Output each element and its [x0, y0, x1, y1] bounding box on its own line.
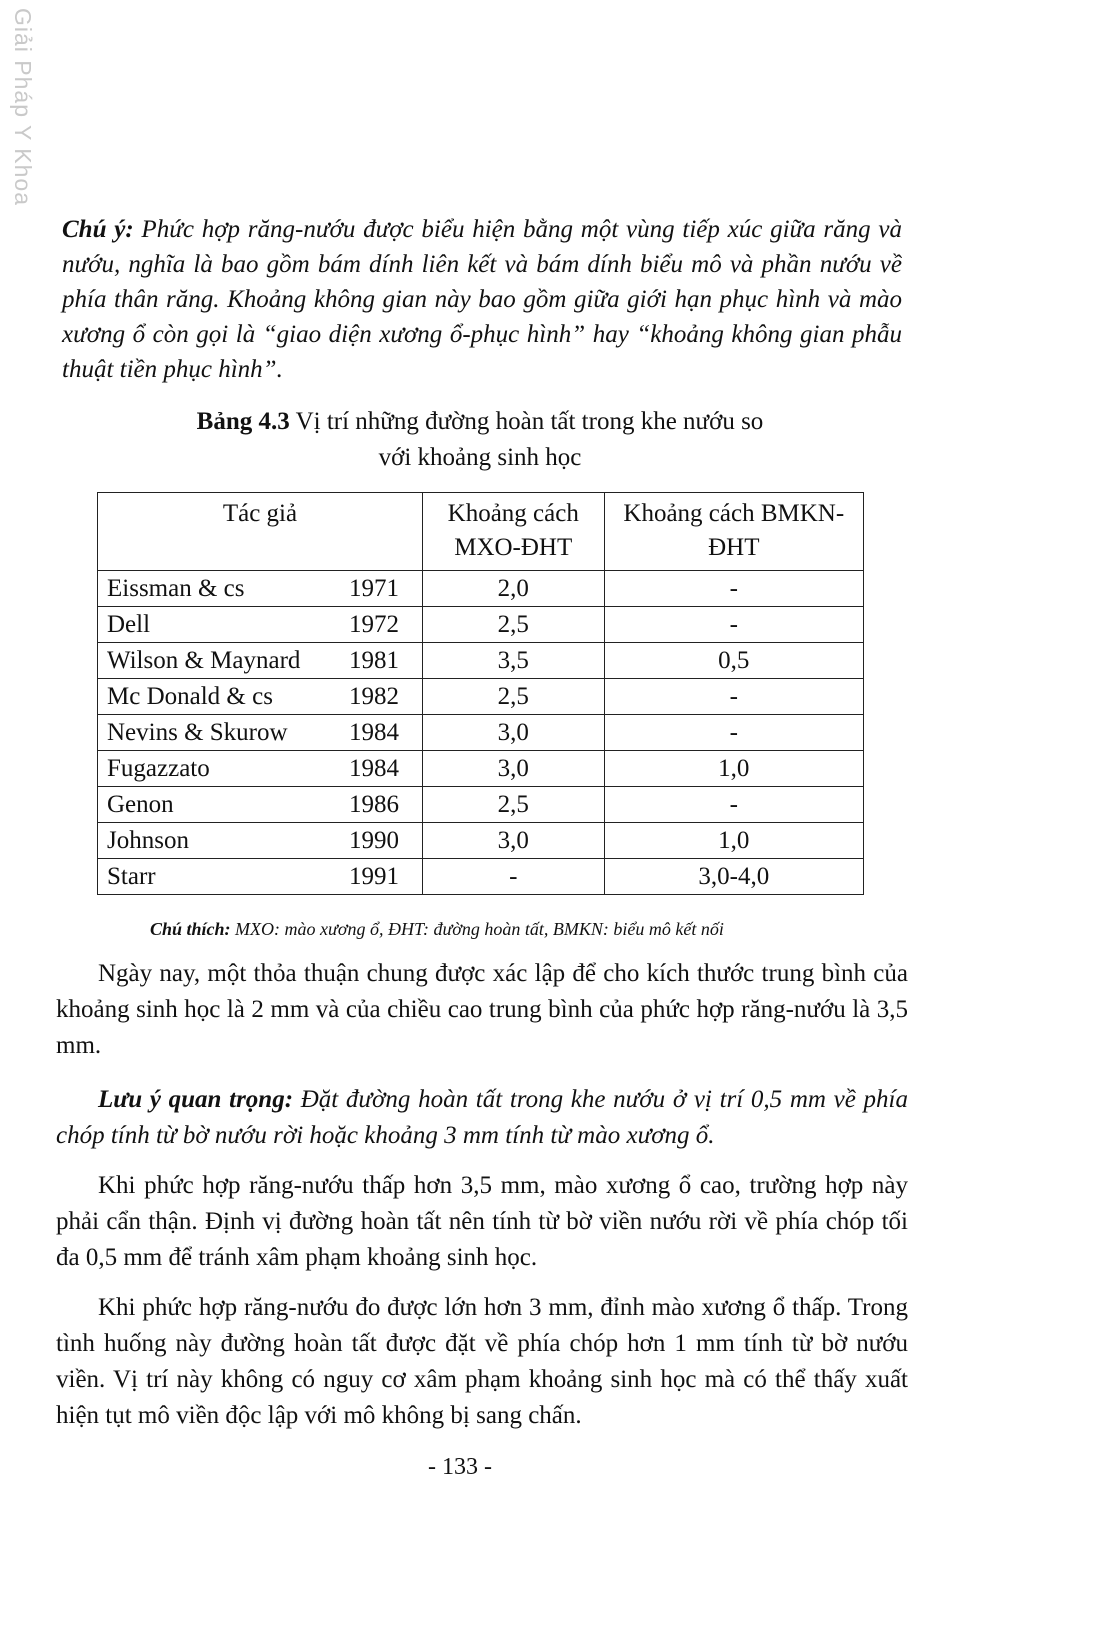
author-name: Genon [107, 790, 174, 818]
author-name: Mc Donald & cs [107, 682, 273, 710]
author-year: 1991 [349, 862, 399, 890]
bmkn-cell: - [604, 715, 863, 751]
table-row [98, 607, 864, 643]
author-year: 1982 [349, 682, 399, 710]
mxo-cell: 2,0 [422, 571, 604, 607]
table-row [98, 715, 864, 751]
bmkn-cell: 1,0 [604, 823, 863, 859]
author-cell [98, 859, 423, 895]
author-year: 1986 [349, 790, 399, 818]
bmkn-cell: - [604, 787, 863, 823]
mxo-cell: 3,0 [422, 751, 604, 787]
footnote-label: Chú thích: [150, 919, 231, 939]
author-cell [98, 679, 423, 715]
author-year: 1972 [349, 610, 399, 638]
table-footnote [150, 916, 910, 942]
note-paragraph [62, 212, 902, 387]
note-label: Chú ý: [62, 216, 134, 243]
paragraph-4: Khi phức hợp răng-nướu đo được lớn hơn 3 mm, đỉnh mào xương ổ thấp. Trong tình huống này đường hoàn tất được đặt về phía chóp hơn 1 mm tính từ bờ nướu viền. Vị trí này không có nguy cơ xâm phạm khoảng sinh học mà có thể thấy xuất hiện tụt mô viền độc lập với mô không bị sang chấn. [56, 1294, 908, 1429]
bmkn-cell: - [604, 571, 863, 607]
author-name: Johnson [107, 826, 189, 854]
important-note-text: Đặt đường hoàn tất trong khe nướu ở vị trí 0,5 mm về phía chóp tính từ bờ nướu rời hoặc khoảng 3 mm tính từ mào xương ổ. [56, 1086, 908, 1149]
table-row [98, 643, 864, 679]
table-header-row [98, 493, 864, 571]
author-cell [98, 787, 423, 823]
mxo-cell: 2,5 [422, 679, 604, 715]
table-caption-label: Bảng 4.3 [196, 408, 290, 435]
footnote-text: MXO: mào xương ổ, ĐHT: đường hoàn tất, BMKN: biểu mô kết nối [230, 919, 724, 939]
mxo-cell: 3,0 [422, 715, 604, 751]
author-cell [98, 607, 423, 643]
header-bmkn: Khoảng cách BMKN-ĐHT [604, 493, 863, 571]
table-caption-line2: với khoảng sinh học [378, 444, 582, 471]
author-name: Fugazzato [107, 754, 210, 782]
watermark: Giải Pháp Y Khoa [10, 8, 36, 207]
author-year: 1981 [349, 646, 399, 674]
bmkn-cell: - [604, 679, 863, 715]
table-row [98, 571, 864, 607]
note-text: Phức hợp răng-nướu được biểu hiện bằng một vùng tiếp xúc giữa răng và nướu, nghĩa là bao gồm bám dính liên kết và bám dính biểu mô và phần nướu về phía thân răng. Khoảng không gian này bao gồm giữa giới hạn phục hình và mào xương ổ còn gọi là “giao diện xương ổ-phục hình” hay “khoảng không gian phẫu thuật tiền phục hình”. [62, 216, 903, 383]
table-row [98, 679, 864, 715]
header-author: Tác giả [98, 493, 423, 571]
biologic-width-table [97, 492, 864, 895]
bmkn-cell: 1,0 [604, 751, 863, 787]
paragraph-3: Khi phức hợp răng-nướu thấp hơn 3,5 mm, mào xương ổ cao, trường hợp này phải cẩn thận. Định vị đường hoàn tất nên tính từ bờ viền nướu rời về phía chóp tối đa 0,5 mm để tránh xâm phạm khoảng sinh học. [56, 1172, 908, 1271]
author-year: 1984 [349, 754, 399, 782]
mxo-cell: 3,0 [422, 823, 604, 859]
table-caption-line1: Vị trí những đường hoàn tất trong khe nướu so [289, 408, 764, 435]
table-row [98, 859, 864, 895]
page-number: - 133 - [428, 1454, 492, 1480]
author-cell [98, 571, 423, 607]
author-name: Wilson & Maynard [107, 646, 301, 674]
author-year: 1990 [349, 826, 399, 854]
bmkn-cell: - [604, 607, 863, 643]
paragraph-1: Ngày nay, một thỏa thuận chung được xác lập để cho kích thước trung bình của khoảng sinh học là 2 mm và của chiều cao trung bình của phức hợp răng-nướu là 3,5 mm. [56, 960, 908, 1059]
author-cell [98, 751, 423, 787]
author-name: Starr [107, 862, 156, 890]
author-name: Nevins & Skurow [107, 718, 288, 746]
author-cell [98, 643, 423, 679]
mxo-cell: - [422, 859, 604, 895]
author-year: 1984 [349, 718, 399, 746]
important-note-label: Lưu ý quan trọng: [98, 1086, 294, 1113]
table-caption [100, 404, 860, 476]
bmkn-cell: 3,0-4,0 [604, 859, 863, 895]
header-mxo: Khoảng cách MXO-ĐHT [422, 493, 604, 571]
mxo-cell: 2,5 [422, 607, 604, 643]
author-year: 1971 [349, 574, 399, 602]
paragraph-2 [56, 1082, 908, 1154]
table-row [98, 751, 864, 787]
bmkn-cell: 0,5 [604, 643, 863, 679]
author-cell [98, 823, 423, 859]
table-row [98, 823, 864, 859]
author-name: Dell [107, 610, 151, 638]
mxo-cell: 2,5 [422, 787, 604, 823]
mxo-cell: 3,5 [422, 643, 604, 679]
author-name: Eissman & cs [107, 574, 245, 602]
table-row [98, 787, 864, 823]
author-cell [98, 715, 423, 751]
